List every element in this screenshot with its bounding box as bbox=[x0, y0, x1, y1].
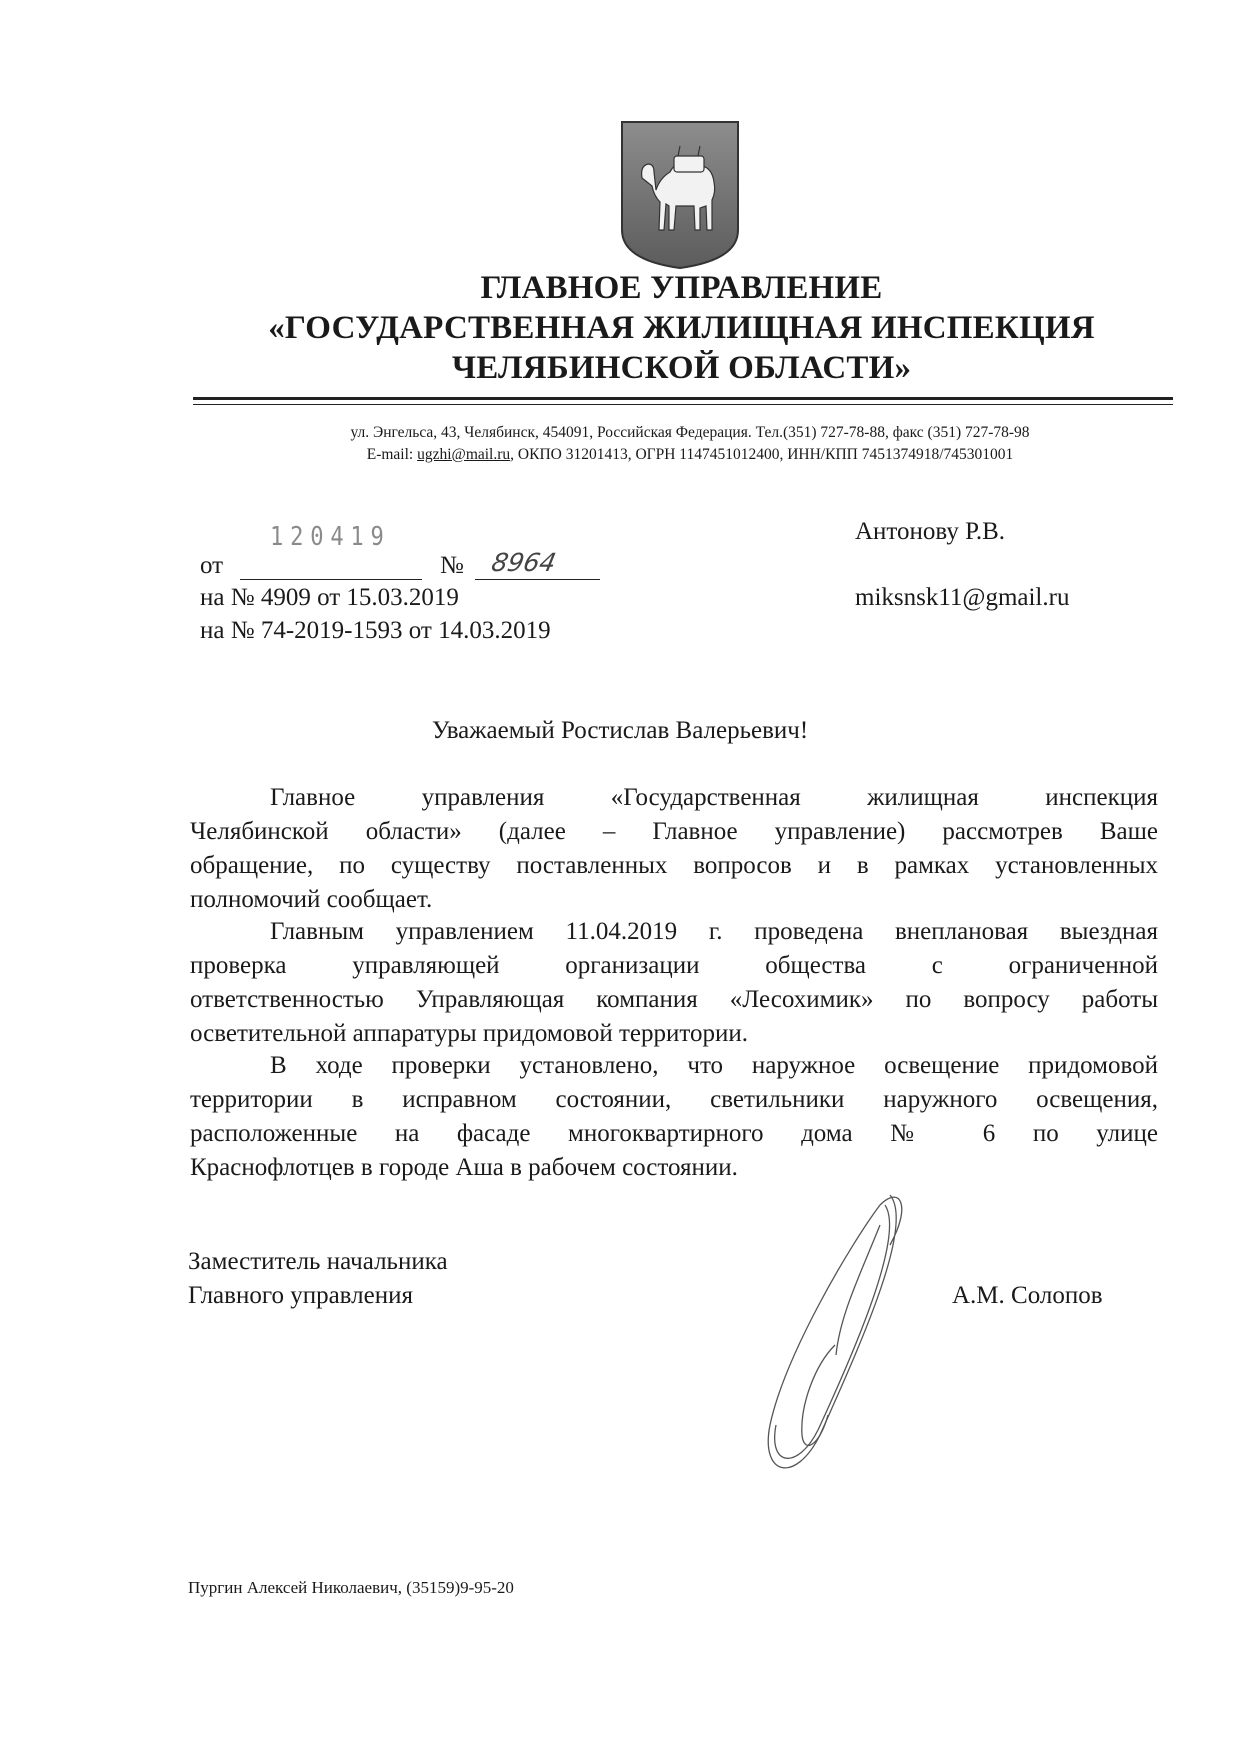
org-email-link[interactable]: ugzhi@mail.ru bbox=[417, 446, 511, 463]
org-title-line3: ЧЕЛЯБИНСКОЙ ОБЛАСТИ» bbox=[451, 350, 912, 386]
signatory-position-line2: Главного управления bbox=[188, 1282, 413, 1309]
signatory-name: А.М. Солопов bbox=[952, 1282, 1103, 1309]
paragraph-line: обращение, по существу поставленных вопросов и в рамках установленных bbox=[190, 852, 1158, 879]
paragraph-line: Челябинской области» (далее – Главное управление) рассмотрев Ваше bbox=[190, 818, 1158, 845]
header-rule-thick bbox=[193, 397, 1173, 400]
addressee-name: Антонову Р.В. bbox=[855, 518, 1006, 545]
ot-label: от bbox=[200, 552, 224, 579]
camel-coat-of-arms-icon bbox=[620, 120, 740, 270]
signatory-position-line1: Заместитель начальника bbox=[188, 1248, 448, 1275]
paragraph-line: осветительной аппаратуры придомовой территории. bbox=[190, 1020, 748, 1047]
contact-details bbox=[240, 446, 1140, 464]
salutation: Уважаемый Ростислав Валерьевич! bbox=[431, 717, 809, 744]
registration-numbers: , ОКПО 31201413, ОГРН 1147451012400, ИНН/КПП 7451374918/745301001 bbox=[510, 446, 1014, 463]
paragraph-line: Краснофлотцев в городе Аша в рабочем состоянии. bbox=[190, 1154, 738, 1181]
email-label: E-mail: bbox=[366, 446, 418, 463]
paragraph-line: расположенные на фасаде многоквартирного дома № 6 по улице bbox=[190, 1120, 1158, 1147]
paragraph-1 bbox=[190, 781, 1158, 917]
paragraph-line: территории в исправном состоянии, светильники наружного освещения, bbox=[190, 1086, 1158, 1113]
org-title-line1: ГЛАВНОЕ УПРАВЛЕНИЕ bbox=[480, 270, 883, 306]
handwritten-signature bbox=[740, 1185, 920, 1495]
paragraph-line: ответственностью Управляющая компания «Лесохимик» по вопросу работы bbox=[190, 986, 1158, 1013]
reference-2: на № 74-2019-1593 от 14.03.2019 bbox=[200, 617, 551, 644]
contact-address: ул. Энгельса, 43, Челябинск, 454091, Российская Федерация. Тел.(351) 727-78-88, факс (351) 727-78-98 bbox=[350, 424, 1030, 441]
addressee-email[interactable]: miksnsk11@gmail.ru bbox=[855, 584, 1070, 611]
org-title-line2: «ГОСУДАРСТВЕННАЯ ЖИЛИЩНАЯ ИНСПЕКЦИЯ bbox=[268, 310, 1095, 346]
paragraph-line: проверка управляющей организации общества с ограниченной bbox=[190, 952, 1158, 979]
number-label: № bbox=[440, 552, 464, 579]
paragraph-line: Главным управлением 11.04.2019 г. проведена внеплановая выездная bbox=[270, 918, 1158, 945]
handwritten-outgoing-number: 8964 bbox=[488, 548, 559, 577]
executor-contact: Пургин Алексей Николаевич, (35159)9-95-20 bbox=[188, 1578, 514, 1597]
registration-date-stamp: 120419 bbox=[270, 522, 391, 552]
paragraph-line: Главное управления «Государственная жилищная инспекция bbox=[270, 784, 1158, 811]
paragraph-line: полномочий сообщает. bbox=[190, 886, 433, 913]
date-underline bbox=[240, 579, 422, 580]
reference-1: на № 4909 от 15.03.2019 bbox=[200, 584, 459, 611]
paragraph-3 bbox=[190, 1049, 1158, 1185]
number-underline bbox=[475, 579, 600, 580]
header-rule-thin bbox=[193, 404, 1173, 405]
paragraph-2 bbox=[190, 915, 1158, 1051]
paragraph-line: В ходе проверки установлено, что наружное освещение придомовой bbox=[270, 1052, 1158, 1079]
